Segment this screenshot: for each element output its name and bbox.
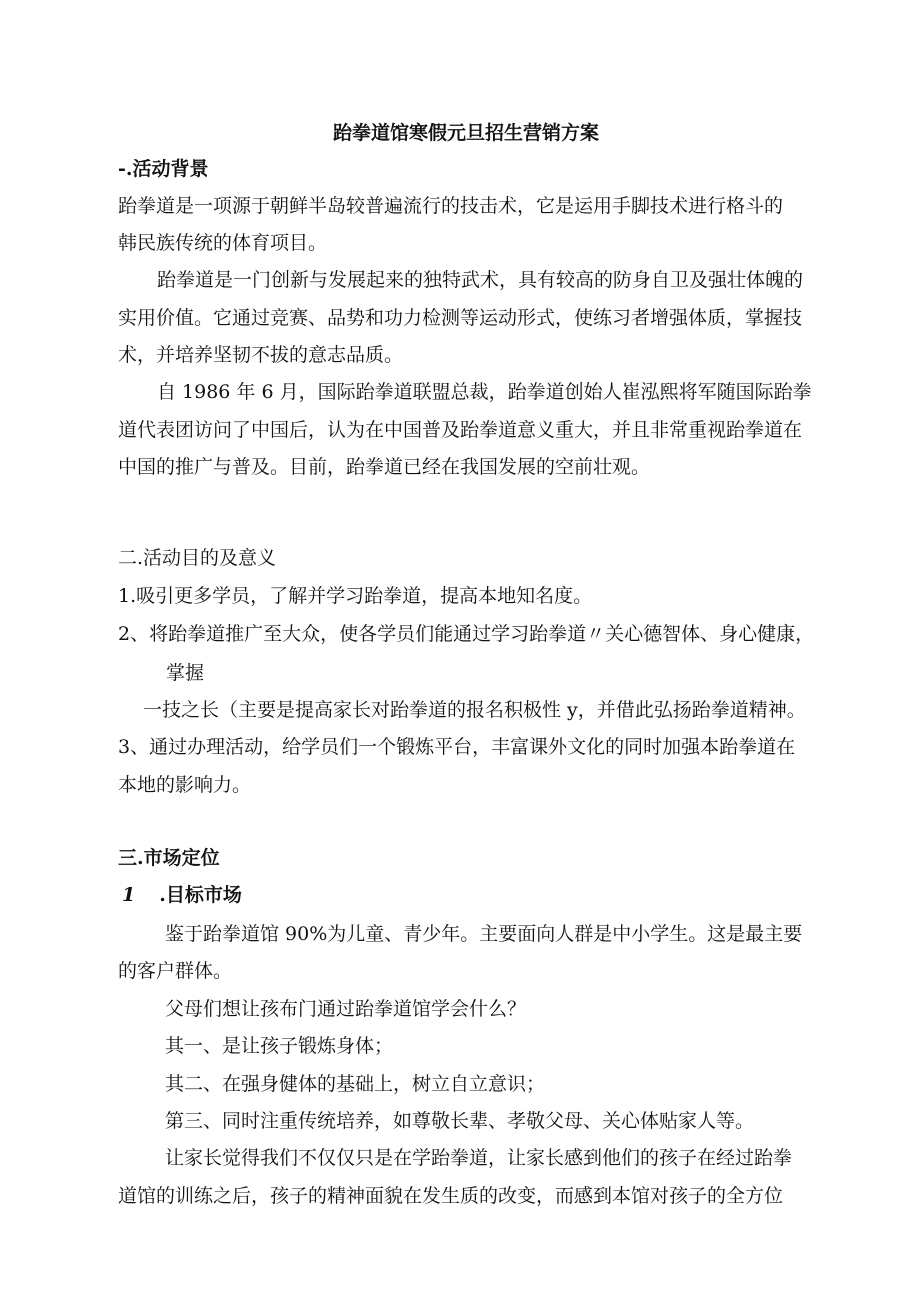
paragraph-line: 让家长觉得我们不仅仅只是在学跆拳道，让家长感到他们的孩子在经过跆拳	[165, 1147, 793, 1169]
paragraph-line: 实用价值。它通过竞赛、品势和功力检测等运动形式，使练习者增强体质，掌握技	[118, 307, 803, 329]
list-item-continuation: 一技之长（主要是提高家长对跆拳道的报名积极性 y，并借此弘扬跆拳道精神。	[143, 699, 806, 721]
section-heading-purpose: 二.活动目的及意义	[118, 547, 277, 569]
subsection-number: 1	[122, 884, 136, 906]
paragraph-line: 第三、同时注重传统培养，如尊敬长辈、孝敬父母、关心体贴家人等。	[165, 1110, 755, 1132]
document-title: 跆拳道馆寒假元旦招生营销方案	[333, 122, 600, 144]
subsection-title: .目标市场	[159, 884, 242, 906]
paragraph-line: 韩民族传统的体育项目。	[118, 232, 328, 254]
paragraph-line: 道代表团访问了中国后，认为在中国普及跆拳道意义重大，并且非常重视跆拳道在	[118, 419, 803, 441]
list-item: 1.吸引更多学员，了解并学习跆拳道，提高本地知名度。	[118, 585, 593, 607]
paragraph-line: 的客户群体。	[118, 960, 233, 982]
paragraph-line: 父母们想让孩布门通过跆拳道馆学会什么？	[165, 998, 527, 1020]
subsection-heading-target-market	[122, 883, 242, 907]
list-item-continuation: 掌握	[166, 662, 205, 684]
paragraph-line: 跆拳道是一项源于朝鲜半岛较普遍流行的技击术，它是运用手脚技术进行格斗的	[118, 195, 784, 217]
list-item-continuation: 本地的影响力。	[118, 774, 252, 796]
paragraph-line: 术，并培养坚韧不拔的意志品质。	[118, 344, 404, 366]
section-heading-market: 三.市场定位	[118, 847, 220, 869]
paragraph-line: 自 1986 年 6 月，国际跆拳道联盟总裁，跆拳道创始人崔泓熙将军随国际跆拳	[157, 381, 812, 403]
section-heading-background: -.活动背景	[118, 158, 209, 180]
paragraph-line: 道馆的训练之后，孩子的精神面貌在发生质的改变，而感到本馆对孩子的全方位	[118, 1185, 784, 1207]
paragraph-line: 跆拳道是一门创新与发展起来的独特武术，具有较高的防身自卫及强壮体魄的	[157, 269, 804, 291]
list-item: 3、通过办理活动，给学员们一个锻炼平台，丰富课外文化的同时加强本跆拳道在	[118, 736, 796, 758]
list-item: 2、将跆拳道推广至大众，使各学员们能通过学习跆拳道〃关心德智体、身心健康，	[118, 623, 815, 645]
paragraph-line: 中国的推广与普及。目前，跆拳道已经在我国发展的空前壮观。	[118, 456, 651, 478]
paragraph-line: 鉴于跆拳道馆 90%为儿童、青少年。主要面向人群是中小学生。这是最主要	[165, 923, 803, 945]
paragraph-line: 其一、是让孩子锻炼身体；	[165, 1035, 394, 1057]
paragraph-line: 其二、在强身健体的基础上，树立自立意识；	[165, 1073, 546, 1095]
